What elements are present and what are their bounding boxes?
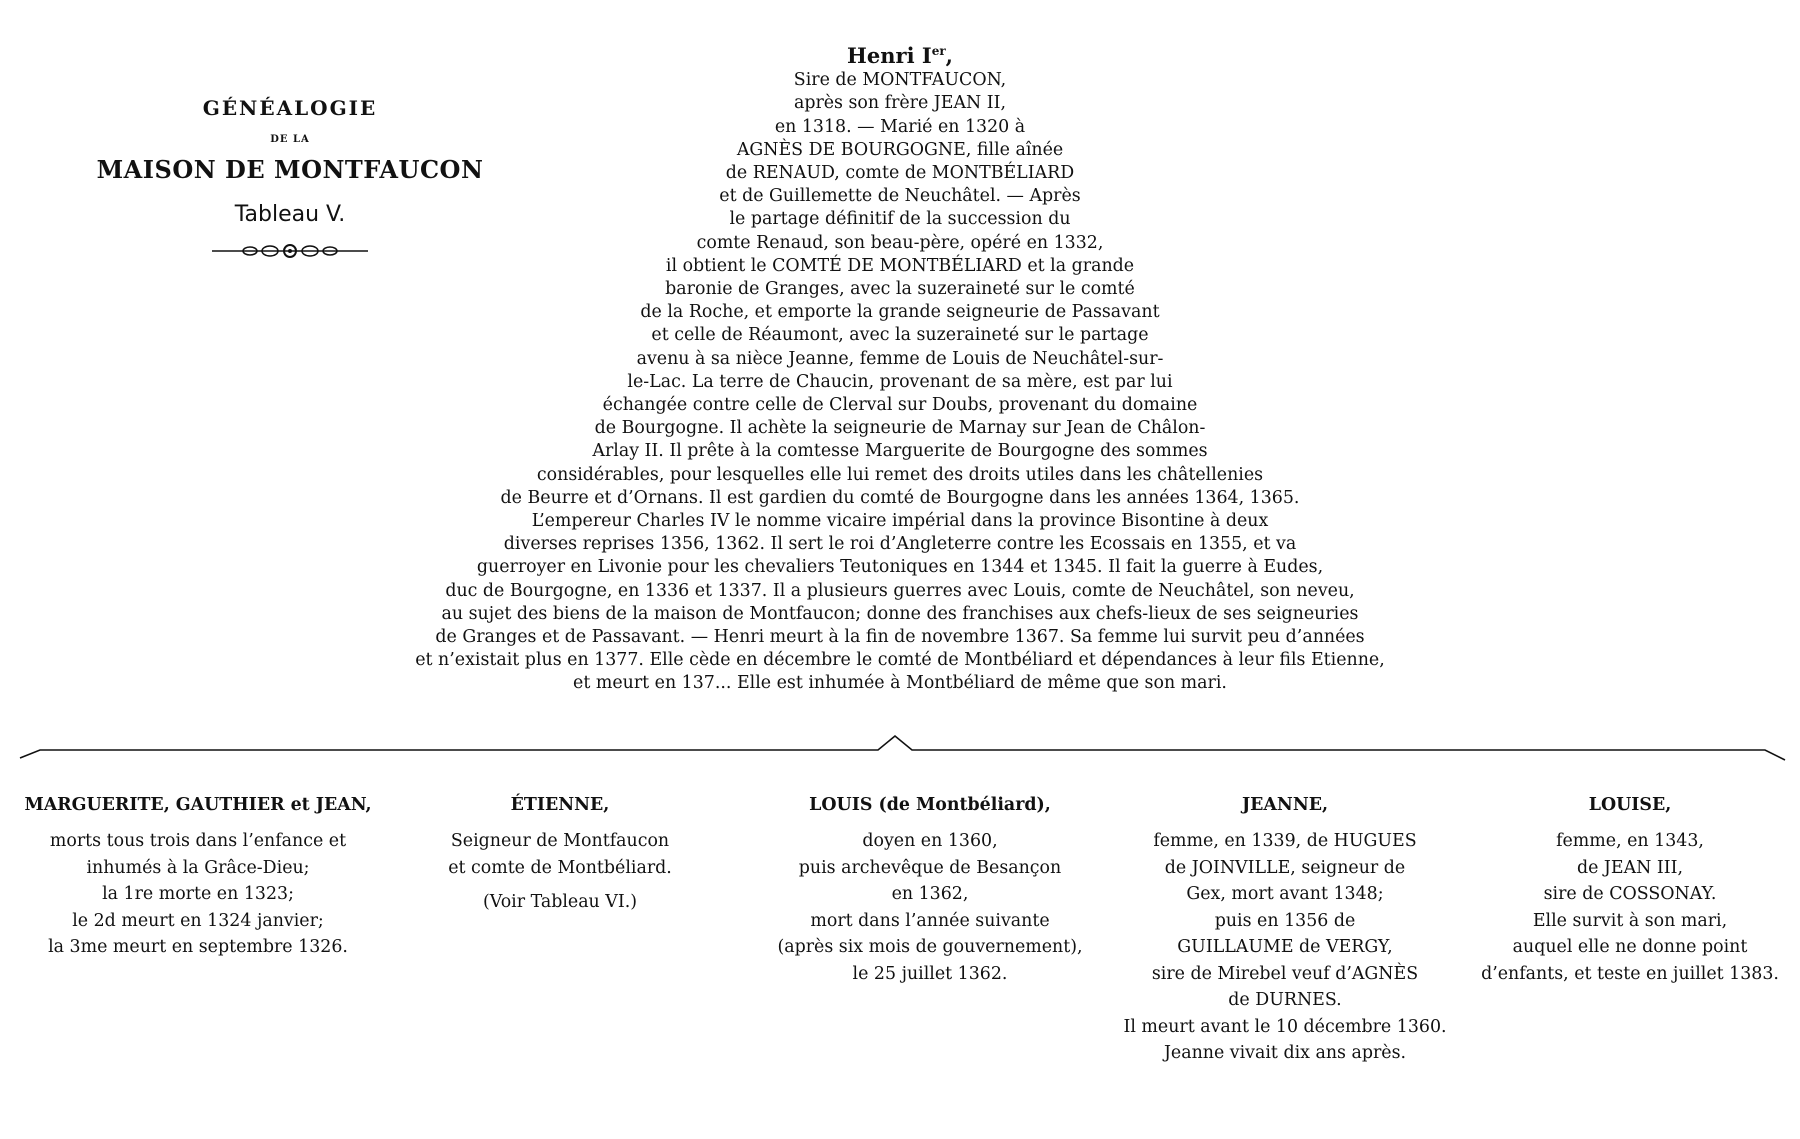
child-line: auquel elle ne donne point [1512,937,1748,957]
heading-de-la: DE LA [270,134,310,145]
child-line: de DURNES. [1228,990,1342,1010]
henri-line: de Beurre et d’Ornans. Il est gardien du comté de Bourgogne dans les années 1364, 1365. [500,487,1300,508]
henri-line: guerroyer en Livonie pour les chevaliers Teutoniques en 1344 et 1345. Il fait la guerre à Eudes, [476,557,1324,578]
henri-line: et de Guillemette de Neuchâtel. — Après [719,186,1081,207]
henri-line: diverses reprises 1356, 1362. Il sert le roi d’Angleterre contre les Ecossais en 1355, et va [503,534,1297,555]
child-line: de JOINVILLE, seigneur de [1164,857,1406,878]
child-line: la 1re morte en 1323; [102,884,294,904]
child-line: puis en 1356 de [1214,910,1356,931]
child-line: sire de Mirebel veuf d’AGNÈS [1151,963,1419,984]
henri-line: il obtient le COMTÉ DE MONTBÉLIARD et la grande [665,255,1135,276]
child-line: et comte de Montbéliard. [448,857,672,878]
child-line: le 25 juillet 1362. [852,963,1008,984]
henri-line: échangée contre celle de Clerval sur Doubs, provenant du domaine [602,395,1198,416]
child-line: puis archevêque de Besançon [798,857,1062,878]
henri-line: au sujet des biens de la maison de Montfaucon; donne des franchises aux chefs-lieux de ses seigneuries [441,603,1359,624]
child-line: femme, en 1339, de HUGUES [1153,831,1417,851]
child-line: (Voir Tableau VI.) [482,892,638,912]
henri-line: Arlay II. Il prête à la comtesse Marguerite de Bourgogne des sommes [592,441,1208,462]
child-line: doyen en 1360, [862,831,998,851]
descent-bracket [0,725,1800,765]
child-line: d’enfants, et teste en juillet 1383. [1481,963,1779,984]
child-line: le 2d meurt en 1324 janvier; [72,910,324,931]
child-line: de JEAN III, [1576,857,1684,878]
henri-line: de la Roche, et emporte la grande seigneurie de Passavant [640,302,1160,323]
henri-name: Henri Ier, [847,43,953,68]
child-line: en 1362, [891,884,969,904]
henri-line: avenu à sa nièce Jeanne, femme de Louis de Neuchâtel-sur- [636,348,1164,369]
child-line: Elle survit à son mari, [1532,910,1728,931]
child-name: LOUIS (de Montbéliard), [809,795,1051,815]
henri-line: considérables, pour lesquelles elle lui remet des droits utiles dans les châtellenies [536,464,1264,485]
henri-line: après son frère JEAN II, [793,93,1007,114]
child-line: GUILLAUME de VERGY, [1177,937,1393,957]
child-line: Il meurt avant le 10 décembre 1360. [1123,1016,1447,1037]
child-line: sire de COSSONAY. [1543,884,1717,904]
henri-line: Sire de MONTFAUCON, [793,70,1007,91]
child-line: mort dans l’année suivante [810,910,1050,931]
heading-house-name: MAISON DE MONTFAUCON [96,155,484,184]
henri-line: de Granges et de Passavant. — Henri meurt à la fin de novembre 1367. Sa femme lui survit peu d’années [435,627,1365,648]
child-louis [740,794,1120,987]
child-line: la 3me meurt en septembre 1326. [48,937,348,957]
henri-line: de Bourgogne. Il achète la seigneurie de Marnay sur Jean de Châlon- [594,418,1206,439]
henri-line: et n’existait plus en 1377. Elle cède en décembre le comté de Montbéliard et dépendances à leur fils Etienne, [415,650,1385,671]
henri-line: de RENAUD, comte de MONTBÉLIARD [725,163,1075,184]
henri-line: le partage définitif de la succession du [729,209,1071,230]
child-line: femme, en 1343, [1556,831,1704,851]
henri-line: et celle de Réaumont, avec la suzeraineté sur le partage [651,325,1149,346]
henri-line: le-Lac. La terre de Chaucin, provenant de sa mère, est par lui [627,371,1173,392]
child-louise [1470,794,1790,987]
child-line: inhumés à la Grâce-Dieu; [86,857,310,878]
child-name: LOUISE, [1588,795,1672,815]
child-line: Jeanne vivait dix ans après. [1163,1043,1407,1063]
henri-line: en 1318. — Marié en 1320 à [774,116,1026,137]
henri-line: et meurt en 137... Elle est inhumée à Montbéliard de même que son mari. [573,673,1227,694]
heading-table-number: Tableau V. [234,202,346,227]
child-name: ÉTIENNE, [510,795,610,815]
henri-line: baronie de Granges, avec la suzeraineté sur le comté [665,279,1135,300]
henri-line: duc de Bourgogne, en 1336 et 1337. Il a plusieurs guerres avec Louis, comte de Neuchâtel, son neveu, [445,580,1355,601]
child-line: morts tous trois dans l’enfance et [49,831,347,851]
henri-entry [330,40,1470,696]
child-line: Gex, mort avant 1348; [1186,884,1384,904]
child-line: Seigneur de Montfaucon [450,831,670,851]
child-jeanne [1105,794,1465,1067]
henri-line: comte Renaud, son beau-père, opéré en 1332, [696,232,1104,253]
heading-genealogie: GÉNÉALOGIE [202,96,378,120]
henri-line: L’empereur Charles IV le nomme vicaire impérial dans la province Bisontine à deux [531,511,1269,532]
child-name: JEANNE, [1241,795,1329,815]
child-line: (après six mois de gouvernement), [777,937,1083,957]
henri-line: AGNÈS DE BOURGOGNE, fille aînée [736,139,1064,160]
child-etienne [410,794,710,916]
child-name: MARGUERITE, GAUTHIER et JEAN, [24,795,372,815]
child-marguerite-gauthier-jean [18,794,378,961]
